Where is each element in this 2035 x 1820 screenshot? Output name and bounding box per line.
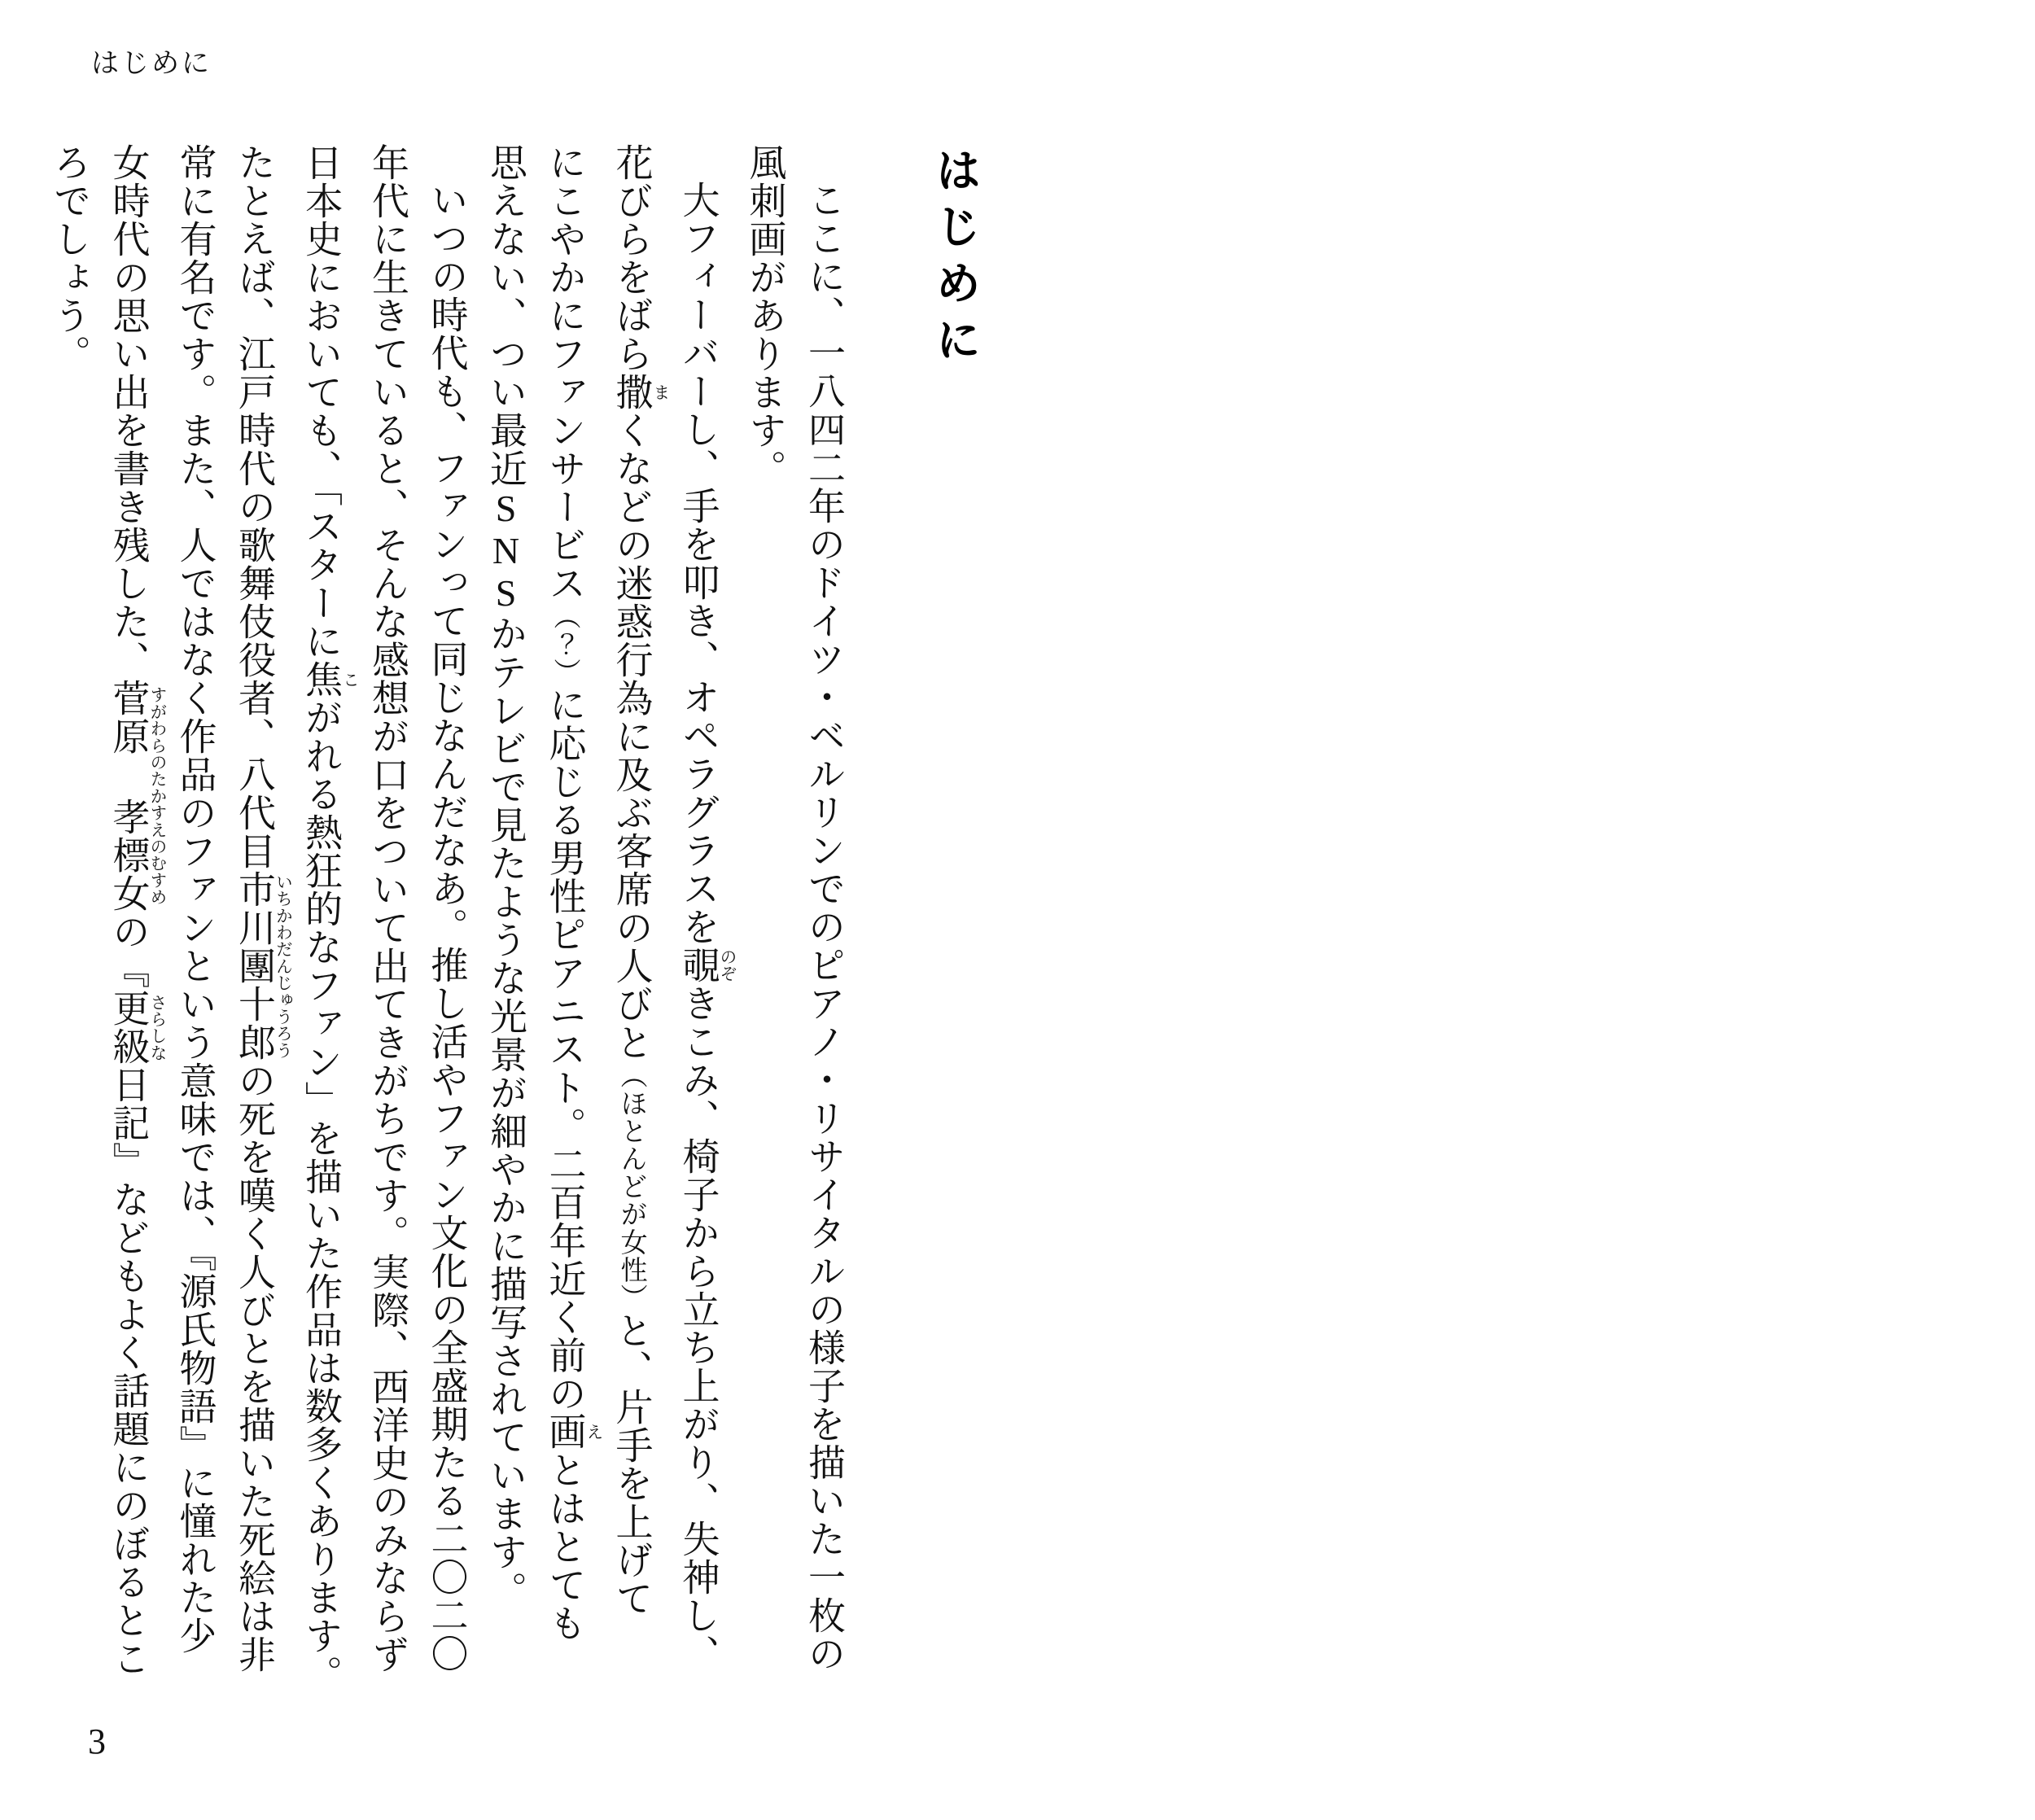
text-column — [98, 143, 165, 1714]
text-segment: 大フィーバーし、手を叩き、オペラグラスを — [677, 181, 720, 946]
ruby-annotated-text: 覗のぞ — [677, 946, 735, 984]
text-segment: ろでしょう。 — [49, 143, 90, 373]
text-segment: くなどの迷惑行為に及ぶ客席の人びと — [610, 411, 653, 1061]
text-segment: とはとても — [544, 1450, 586, 1643]
running-head: はじめに — [91, 49, 212, 79]
chapter-title: はじめに — [930, 147, 982, 373]
text-segment: 常に有名です。また、人ではなく作品のファンという意味では、『源氏物語』に憧れた少 — [174, 143, 217, 1655]
text-column — [291, 143, 358, 1714]
text-segment: 日本史においても、「スターに — [300, 143, 342, 660]
text-segment: （ほとんどが女性） — [616, 1061, 647, 1312]
ruby-annotated-text: 菅原 孝標女すがわらのたかすえのむすめ — [107, 679, 165, 912]
text-segment: にこやかにファンサービス — [544, 143, 586, 602]
text-segment: 思えない、つい最近SNSかテレビで見たような光景が細やかに描写されています。 — [485, 143, 527, 1609]
text-segment: きこみ、椅子から立ち上がり、失神し、 — [677, 984, 720, 1673]
text-column — [358, 143, 418, 1714]
text-segment: 風刺画があります。 — [744, 143, 786, 488]
text-segment: （？） — [549, 602, 580, 686]
text-column — [668, 143, 735, 1714]
text-segment: 女時代の思い出を書き残した、 — [107, 143, 150, 679]
text-segment: の『 — [107, 912, 150, 989]
text-column — [165, 143, 225, 1714]
text-column — [735, 143, 794, 1714]
text-column — [535, 143, 602, 1714]
text-segment: 花びらをばら — [610, 143, 653, 373]
text-segment: 年代に生きていると、そんな感想が口をついて出てきがちです。実際、西洋史のみならず — [367, 143, 409, 1673]
text-column — [225, 143, 291, 1714]
text-column — [794, 143, 854, 1714]
body-text — [49, 143, 853, 1714]
ruby-annotated-text: 画え — [544, 1412, 602, 1451]
ruby-annotated-text: 焦こ — [300, 660, 358, 698]
ruby-annotated-text: 撒ま — [610, 373, 668, 411]
text-segment: いつの時代も、ファンって同じなんだなあ。推し活やファン文化の全盛期たる二〇二〇 — [426, 181, 468, 1673]
text-segment: ここに、一八四二年のドイツ・ベルリンでのピアノ・リサイタルの様子を描いた一枚の — [803, 181, 845, 1673]
text-column — [417, 143, 476, 1714]
text-segment: たとえば、江戸時代の歌舞伎役者、八代目 — [234, 143, 275, 870]
text-segment: に応じる男性ピアニスト。二百年近く前の — [544, 685, 586, 1413]
page-number: 3 — [88, 1722, 106, 1761]
text-segment: の死を嘆く人びとを描いた死絵は非 — [234, 1061, 275, 1673]
text-column — [476, 143, 536, 1714]
ruby-annotated-text: 更級さらしな — [107, 989, 165, 1065]
text-segment: 日記』などもよく話題にのぼるとこ — [107, 1065, 150, 1678]
text-segment: と、片手を上げて — [610, 1311, 653, 1618]
text-column — [40, 143, 99, 1714]
text-segment: がれる熱狂的なファン」を描いた作品は数多くあります。 — [300, 698, 342, 1693]
ruby-annotated-text: 市川團十郎いちかわだんじゅうろう — [234, 870, 291, 1061]
text-column — [602, 143, 668, 1714]
